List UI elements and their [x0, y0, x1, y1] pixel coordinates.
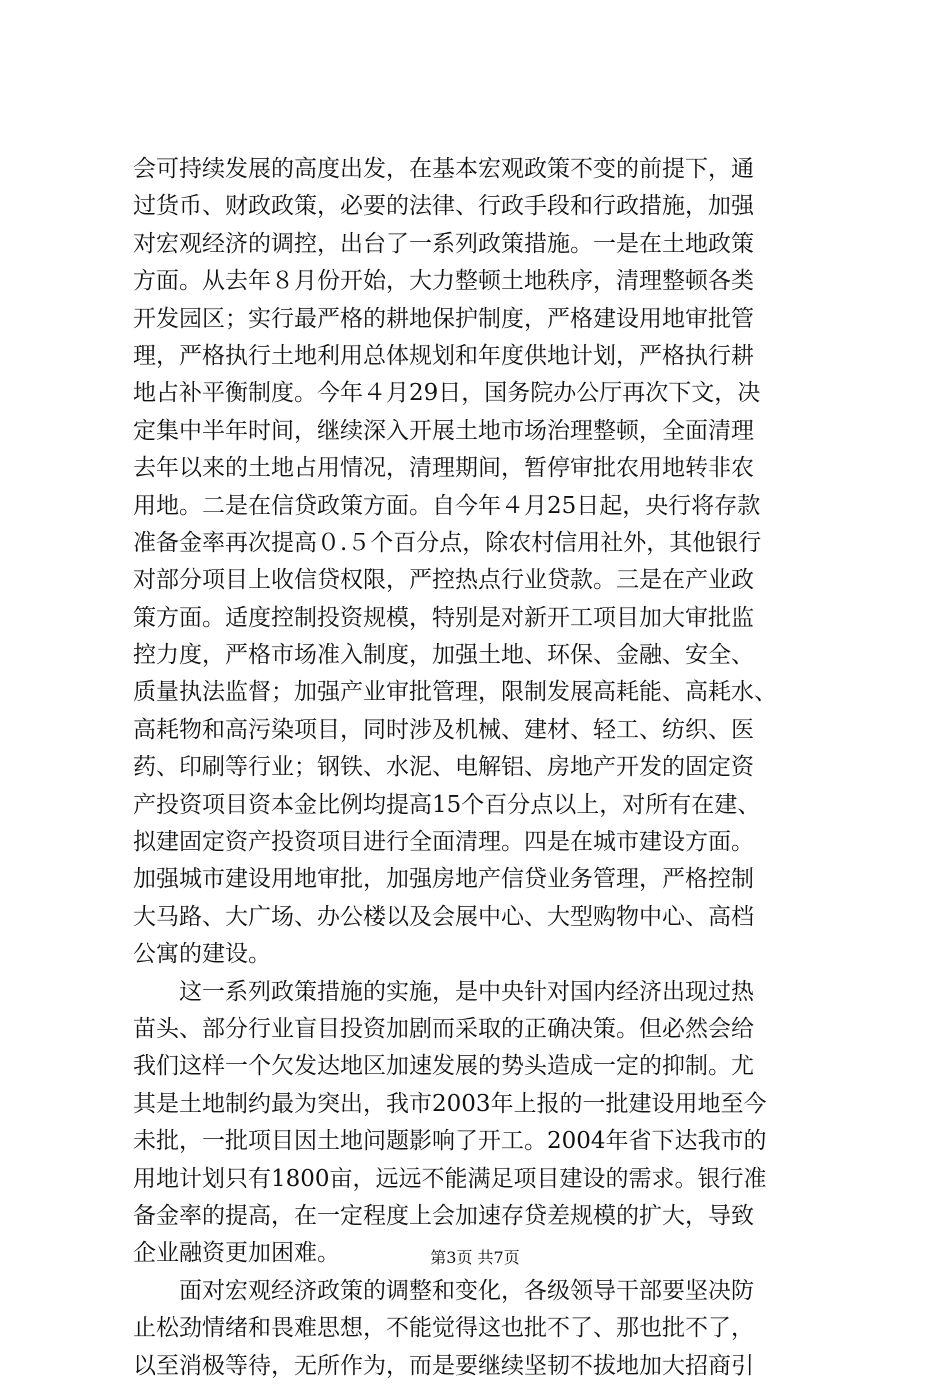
- body-text: [133, 151, 833, 1385]
- text-line: 面对宏观经济政策的调整和变化，各级领导干部要坚决防: [133, 1277, 754, 1304]
- text-line: 高耗物和高污染项目，同时涉及机械、建材、轻工、纺织、医: [133, 716, 754, 743]
- text-line: 策方面。适度控制投资规模，特别是对新开工项目加大审批监: [133, 604, 754, 631]
- text-line: 我们这样一个欠发达地区加速发展的势头造成一定的抑制。尤: [133, 1053, 754, 1080]
- text-line: 理，严格执行土地利用总体规划和年度供地计划，严格执行耕: [133, 342, 754, 369]
- text-line: 药、印刷等行业；钢铁、水泥、电解铝、房地产开发的固定资: [133, 754, 754, 781]
- text-line: 去年以来的土地占用情况，清理期间，暂停审批农用地转非农: [133, 455, 754, 482]
- text-line: 准备金率再次提高０.５个百分点，除农村信用社外，其他银行: [133, 529, 762, 556]
- page-footer: 第3页 共7页: [430, 1248, 520, 1267]
- text-line: 未批，一批项目因土地问题影响了开工。2004年省下达我市的: [133, 1128, 767, 1155]
- text-line: 用地。二是在信贷政策方面。自今年４月25日起，央行将存款: [133, 492, 761, 519]
- text-line: 苗头、部分行业盲目投资加剧而采取的正确决策。但必然会给: [133, 1015, 754, 1042]
- text-line: 控力度，严格市场准入制度，加强土地、环保、金融、安全、: [133, 642, 754, 669]
- text-line: 质量执法监督；加强产业审批管理，限制发展高耗能、高耗水、: [133, 679, 777, 706]
- text-line: 地占补平衡制度。今年４月29日，国务院办公厅再次下文，决: [133, 380, 761, 407]
- text-line: 定集中半年时间，继续深入开展土地市场治理整顿，全面清理: [133, 417, 754, 444]
- text-line: 这一系列政策措施的实施，是中央针对国内经济出现过热: [133, 978, 754, 1005]
- text-line: 产投资项目资本金比例均提高15个百分点以上，对所有在建、: [133, 791, 761, 818]
- text-line: 过货币、财政政策，必要的法律、行政手段和行政措施，加强: [133, 193, 754, 220]
- text-line: 开发园区；实行最严格的耕地保护制度，严格建设用地审批管: [133, 305, 754, 332]
- text-line: 加强城市建设用地审批，加强房地产信贷业务管理，严格控制: [133, 866, 754, 893]
- text-line: 方面。从去年８月份开始，大力整顿土地秩序，清理整顿各类: [133, 268, 754, 295]
- text-line: 大马路、大广场、办公楼以及会展中心、大型购物中心、高档: [133, 903, 754, 930]
- text-line: 企业融资更加困难。: [133, 1240, 340, 1267]
- text-line: 止松劲情绪和畏难思想，不能觉得这也批不了、那也批不了，: [133, 1315, 754, 1342]
- text-line: 对宏观经济的调控，出台了一系列政策措施。一是在土地政策: [133, 230, 754, 257]
- text-line: 以至消极等待，无所作为，而是要继续坚韧不拔地加大招商引: [133, 1352, 754, 1379]
- text-line: 用地计划只有1800亩，远远不能满足项目建设的需求。银行准: [133, 1165, 767, 1192]
- text-line: 其是土地制约最为突出，我市2003年上报的一批建设用地至今: [133, 1090, 767, 1117]
- text-line: 会可持续发展的高度出发，在基本宏观政策不变的前提下，通: [133, 156, 754, 182]
- text-line: 公寓的建设。: [133, 941, 271, 968]
- text-line: 拟建固定资产投资项目进行全面清理。四是在城市建设方面。: [133, 829, 754, 856]
- text-line: 对部分项目上收信贷权限，严控热点行业贷款。三是在产业政: [133, 567, 754, 594]
- text-line: 备金率的提高，在一定程度上会加速存贷差规模的扩大，导致: [133, 1202, 754, 1229]
